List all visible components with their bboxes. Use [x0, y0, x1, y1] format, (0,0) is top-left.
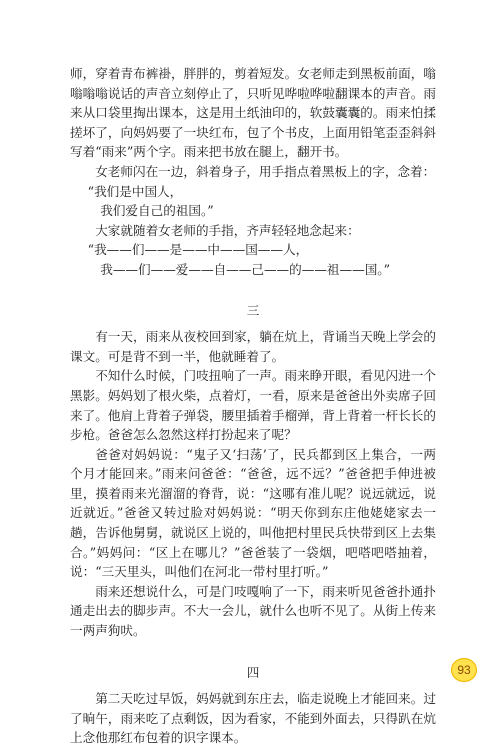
section-heading-3: 三 — [246, 302, 260, 318]
spelled-line: “我——们——是——中——国——人， — [87, 242, 309, 258]
paragraph: 大家就随着女老师的手指，齐声轻轻地念起来： — [95, 222, 360, 238]
paragraph: 第二天吃过早饭，妈妈就到东庄去，临走说晚上才能回来。过了晌午，雨来吃了点剩饭，因为看家，不能到外面去，只得趴在炕上念他那红布包着的识字课本。 — [70, 691, 436, 746]
section-heading-4: 四 — [246, 664, 260, 680]
paragraph: 师，穿着青布裤褂，胖胖的，剪着短发。女老师走到黑板前面，嗡嗡嗡嗡说话的声音立刻停止了，只听见哗啦哗啦翻课本的声音。雨来从口袋里掏出课本，这是用土纸油印的，软鼓囊囊的。雨来怕揉搓坏了，向妈妈要了一块红布，包了个书皮，上面用铅笔歪歪斜斜写着“雨来”两个字。雨来把书放在腿上，翻开书。 — [70, 66, 436, 160]
chant-line: 我们爱自己的祖国。” — [100, 203, 214, 219]
paragraph: 爸爸对妈妈说：“鬼子又‘扫荡’了，民兵都到区上集合，一两个月才能回来。”雨来问爸爸：“爸爸，远不远？”爸爸把手伸进被里，摸着雨来光溜溜的脊背，说：“这哪有准儿呢？说远就远，说近就近。”爸爸又转过脸对妈妈说：“明天你到东庄他姥姥家去一趟，告诉他舅舅，就说区上说的，叫他把村里民兵快带到区上去集合。”妈妈问：“区上在哪儿？”爸爸装了一袋烟，吧嗒吧嗒抽着，说：“三天里头，叫他们在河北一带村里打听。” — [70, 446, 436, 580]
paragraph: 雨来还想说什么，可是门吱嘎响了一下，雨来听见爸爸扑通扑通走出去的脚步声。不大一会儿，就什么也听不见了。从街上传来一两声狗吠。 — [70, 583, 436, 639]
spelled-line: 我——们——爱——自——己——的——祖——国。” — [100, 261, 391, 277]
chant-line: “我们是中国人， — [87, 183, 183, 199]
page-number-badge: 93 — [451, 658, 477, 682]
paragraph: 女老师闪在一边，斜着身子，用手指点着黑板上的字，念着： — [95, 163, 436, 179]
paragraph: 有一天，雨来从夜校回到家，躺在炕上，背诵当天晚上学会的课文。可是背不到一半，他就睡着了。 — [70, 329, 436, 364]
paragraph: 不知什么时候，门吱扭响了一声。雨来睁开眼，看见闪进一个黑影。妈妈划了根火柴，点着灯，一看，原来是爸爸出外卖席子回来了。他肩上背着子弹袋，腰里插着手榴弹，背上背着一杆长长的步枪。爸爸怎么忽然这样打扮起来了呢？ — [70, 368, 436, 443]
body-text — [70, 64, 436, 748]
